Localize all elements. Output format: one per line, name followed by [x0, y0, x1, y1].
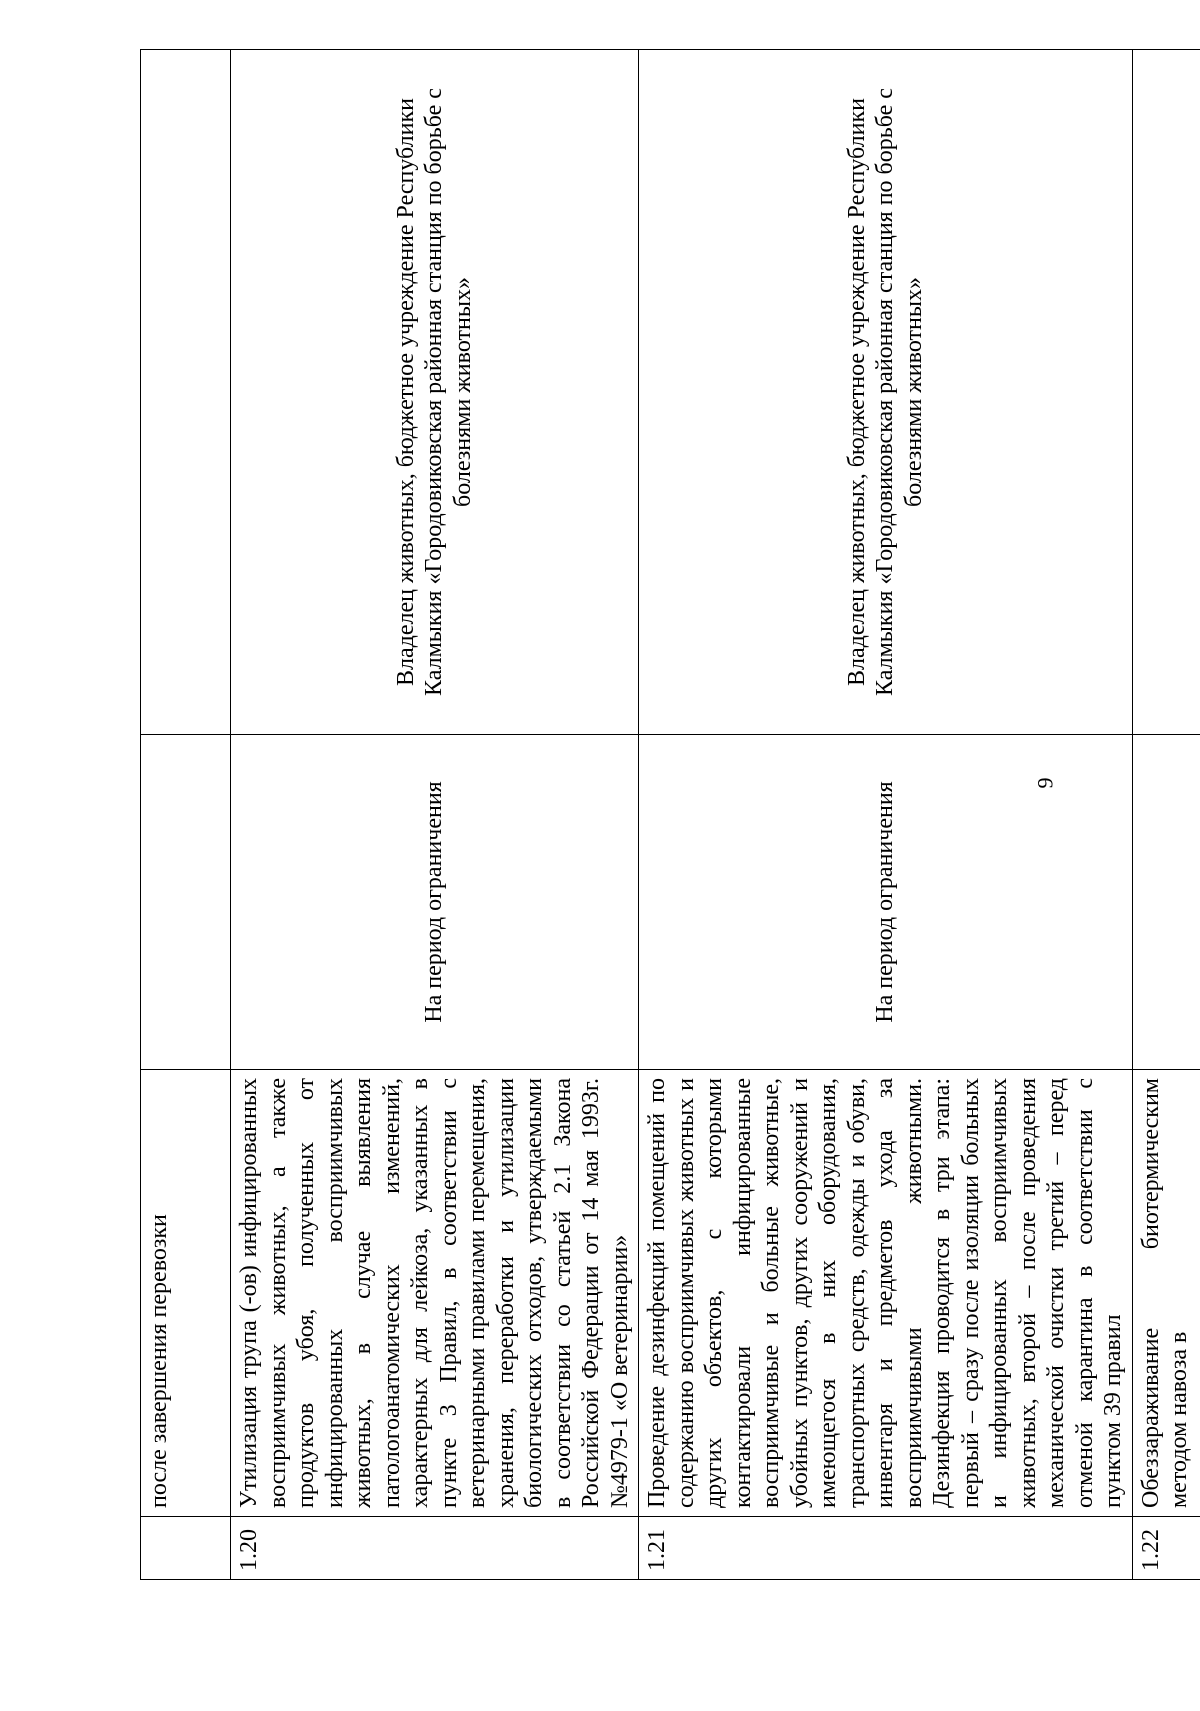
period-text: На период ограничения [639, 735, 1133, 1070]
row-number: 1.20 [231, 1517, 639, 1580]
row-number: 1.22 [1132, 1517, 1200, 1580]
responsible-text: Владелец животных, бюджетное учреждение Республики Калмыкия «Городовиковская районная станция по борьбе с болезнями животных» [639, 50, 1133, 735]
period-text [1132, 735, 1200, 1070]
measures-table [140, 49, 1200, 1580]
measure-text: Обеззараживание биотермическим методом навоза в [1132, 1070, 1200, 1517]
period-text: На период ограничения [231, 735, 639, 1070]
table-row-continuation [141, 50, 231, 1580]
table-row [231, 50, 639, 1580]
responsible-text: Владелец животных, бюджетное учреждение Республики Калмыкия «Городовиковская районная станция по борьбе с болезнями животных» [231, 50, 639, 735]
measure-text: Проведение дезинфекций помещений по содержанию восприимчивых животных и других объектов, с которыми контактировали инфицированные восприимчивые и больные животные, убойных пунктов, других сооружений и имеющегося в них оборудования, транспортных средств, одежды и обуви, инвентаря и предметов ухода за восприимчивыми животными. Дезинфекция проводится в три этапа: первый – сразу после изоляции больных и инфицированных восприимчивых животных, второй – после проведения механической очистки третий – перед отменой карантина в соответствии с пунктом 39 правил [639, 1070, 1133, 1517]
measure-text: Утилизация трупа (-ов) инфицированных восприимчивых животных, а также продуктов убоя, полученных от инфицированных восприимчивых животных, в случае выявления патологоанатомических изменений, характерных для лейкоза, указанных в пункте 3 Правил, в соответствии с ветеринарными правилами перемещения, хранения, переработки и утилизации биологических отходов, утверждаемыми в соответствии со статьей 2.1 Закона Российской Федерации от 14 мая 1993г. №4979-1 «О ветеринарии» [231, 1070, 639, 1517]
row-number: 1.21 [639, 1517, 1133, 1580]
measure-text: после завершения перевозки [141, 1070, 231, 1517]
row-number [141, 1517, 231, 1580]
responsible-text [1132, 50, 1200, 735]
rotated-table-container [140, 50, 1200, 1580]
page-number: 9 [1032, 777, 1058, 789]
table-row [1132, 50, 1200, 1580]
table-row [639, 50, 1133, 1580]
responsible-text [141, 50, 231, 735]
period-text [141, 735, 231, 1070]
